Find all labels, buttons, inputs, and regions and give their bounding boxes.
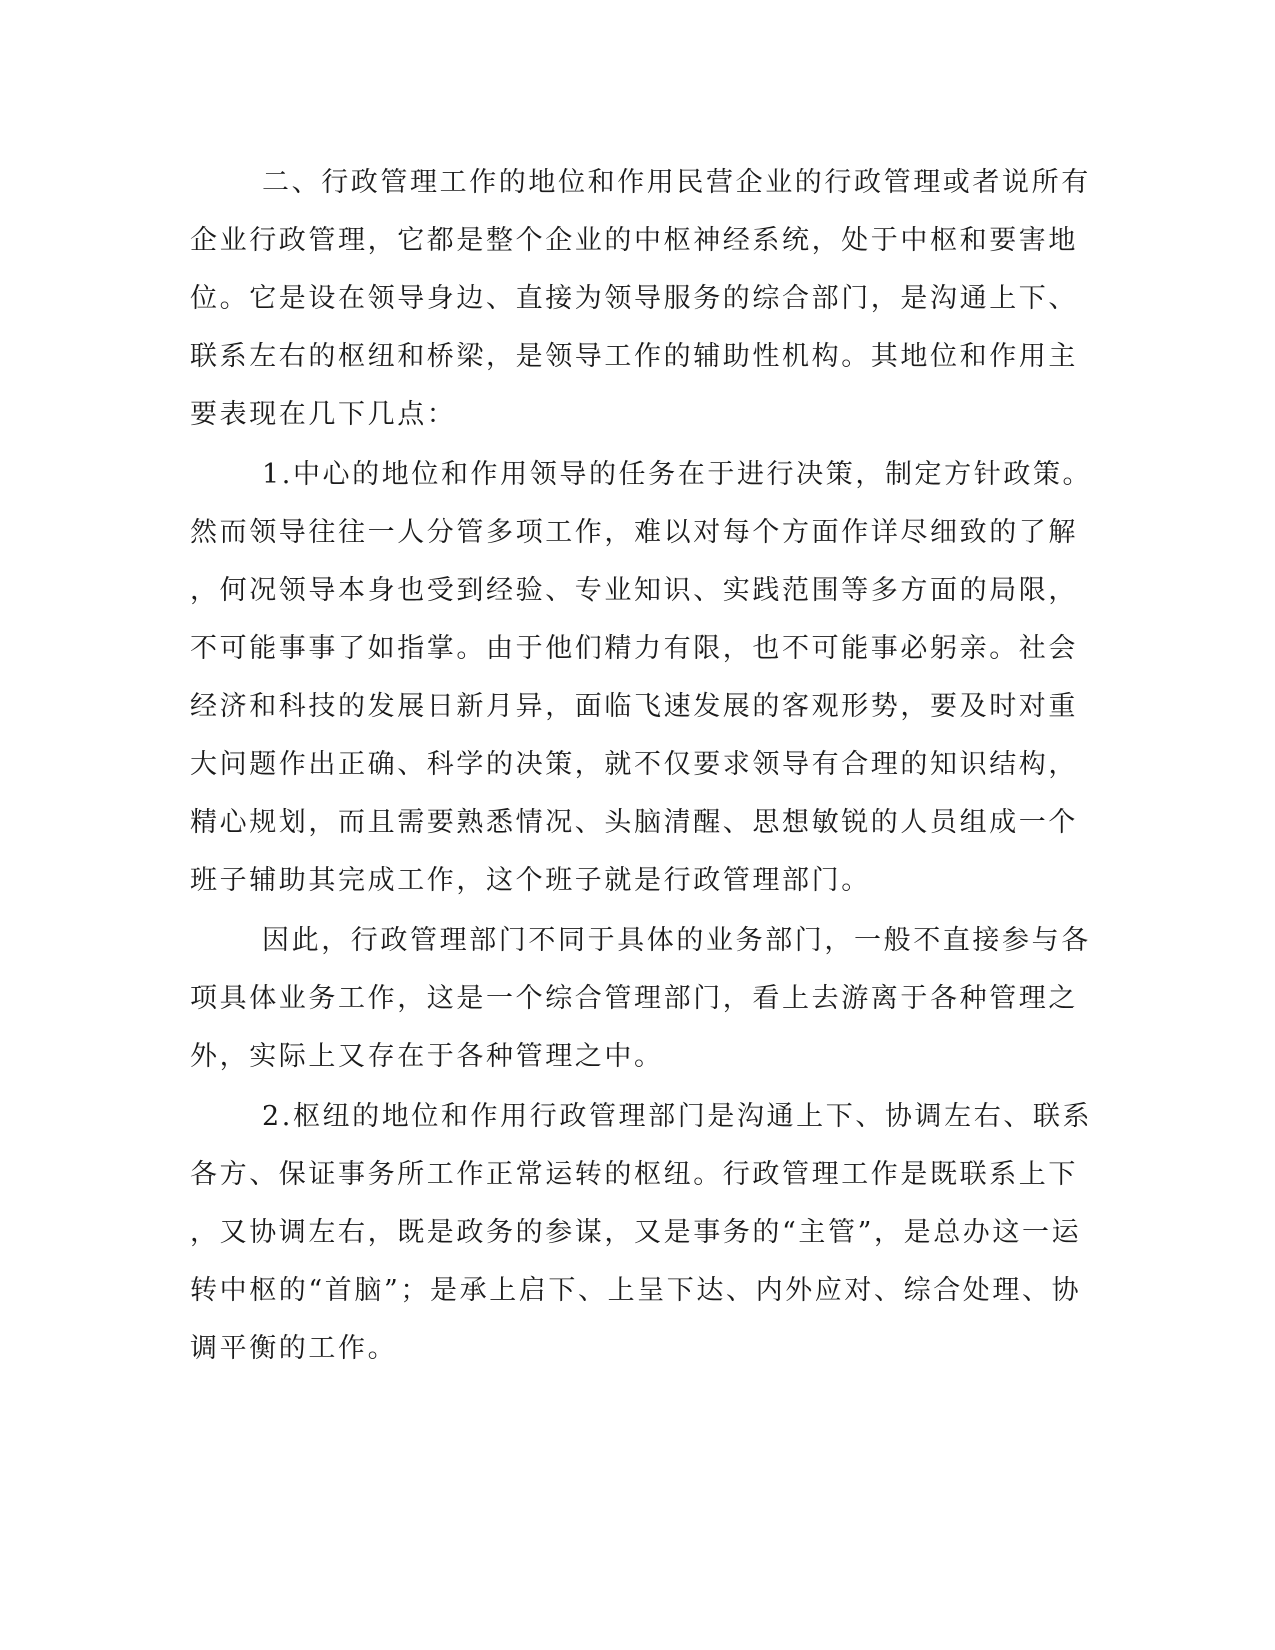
paragraph-2-line-3: ，何况领导本身也受到经验、专业知识、实践范围等多方面的局限， — [190, 575, 1078, 606]
paragraph-2-line-7: 精心规划，而且需要熟悉情况、头脑清醒、思想敏锐的人员组成一个 — [190, 807, 1078, 838]
paragraph-1-line-1: 二、行政管理工作的地位和作用民营企业的行政管理或者说所有 — [262, 167, 1091, 198]
paragraph-4-line-5: 调平衡的工作。 — [190, 1333, 398, 1364]
paragraph-1-line-3: 位。它是设在领导身边、直接为领导服务的综合部门，是沟通上下、 — [190, 283, 1078, 314]
paragraph-1-line-2: 企业行政管理，它都是整个企业的中枢神经系统，处于中枢和要害地 — [190, 225, 1078, 256]
paragraph-2-line-8: 班子辅助其完成工作，这个班子就是行政管理部门。 — [190, 865, 871, 896]
paragraph-2-line-2: 然而领导往往一人分管多项工作，难以对每个方面作详尽细致的了解 — [190, 517, 1078, 548]
paragraph-3-line-2: 项具体业务工作，这是一个综合管理部门，看上去游离于各种管理之 — [190, 983, 1078, 1014]
paragraph-4-line-2: 各方、保证事务所工作正常运转的枢纽。行政管理工作是既联系上下 — [190, 1159, 1078, 1190]
paragraph-1-line-5: 要表现在几下几点： — [190, 399, 457, 430]
paragraph-3-line-1: 因此，行政管理部门不同于具体的业务部门，一般不直接参与各 — [262, 925, 1091, 956]
paragraph-4-line-1: 2.枢纽的地位和作用行政管理部门是沟通上下、协调左右、联系 — [262, 1101, 1093, 1132]
paragraph-3-line-3: 外，实际上又存在于各种管理之中。 — [190, 1041, 664, 1072]
paragraph-1-line-4: 联系左右的枢纽和桥梁，是领导工作的辅助性机构。其地位和作用主 — [190, 341, 1078, 372]
paragraph-2-line-1: 1.中心的地位和作用领导的任务在于进行决策，制定方针政策。 — [262, 459, 1093, 490]
paragraph-2-line-4: 不可能事事了如指掌。由于他们精力有限，也不可能事必躬亲。社会 — [190, 633, 1078, 664]
paragraph-2-line-6: 大问题作出正确、科学的决策，就不仅要求领导有合理的知识结构， — [190, 749, 1078, 780]
paragraph-2-line-5: 经济和科技的发展日新月异，面临飞速发展的客观形势，要及时对重 — [190, 691, 1078, 722]
paragraph-4-line-4: 转中枢的“首脑”；是承上启下、上呈下达、内外应对、综合处理、协 — [190, 1275, 1082, 1306]
paragraph-4-line-3: ，又协调左右，既是政务的参谋，又是事务的“主管”，是总办这一运 — [190, 1217, 1082, 1248]
